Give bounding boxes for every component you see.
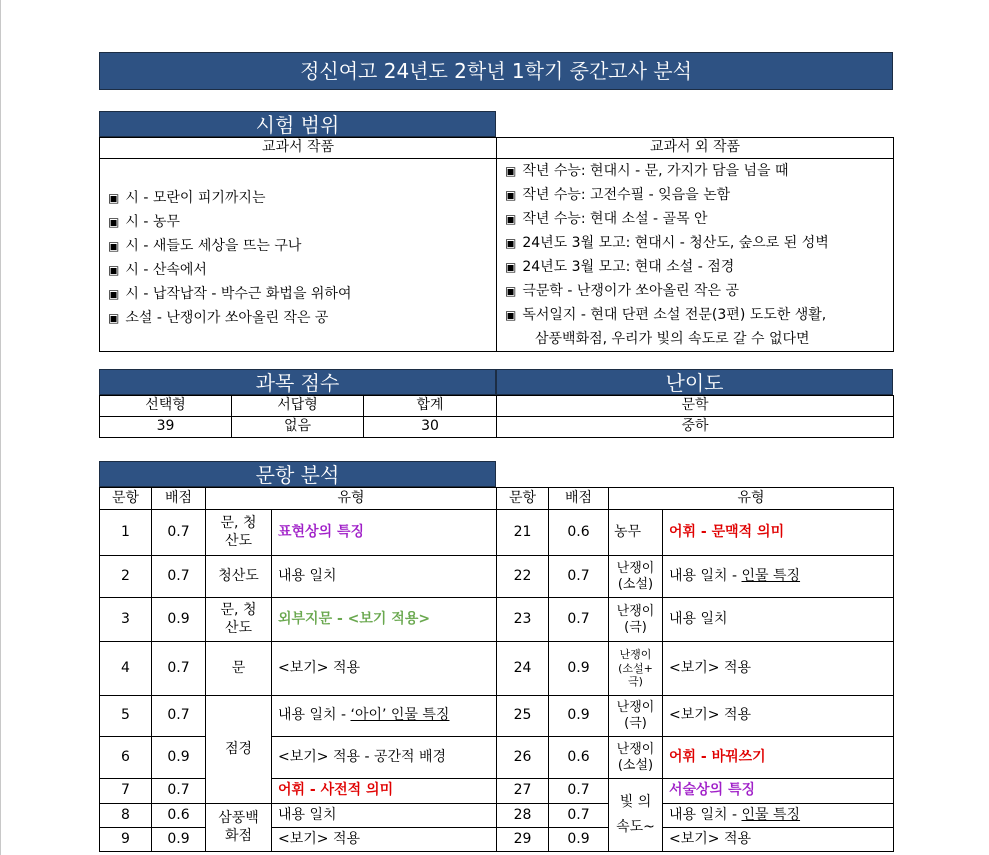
question-number: 23 <box>497 598 549 642</box>
question-points: 0.6 <box>549 737 609 779</box>
question-type: 어휘 - 바꿔쓰기 <box>669 748 766 765</box>
question-points: 0.7 <box>152 696 206 737</box>
exam-range-header: 시험 범위 <box>99 111 496 137</box>
question-number: 28 <box>497 804 549 828</box>
list-item: ▣ 시 - 농무 <box>108 214 180 230</box>
table-row <box>100 510 894 556</box>
score-table <box>99 395 894 438</box>
question-number: 6 <box>100 737 152 779</box>
question-number: 25 <box>497 696 549 737</box>
question-points: 0.7 <box>152 642 206 696</box>
question-number: 3 <box>100 598 152 642</box>
question-points: 0.9 <box>152 828 206 852</box>
list-item: ▣ 시 - 새들도 세상을 뜨는 구나 <box>108 238 302 254</box>
list-item: ▣ 24년도 3월 모고: 현대시 - 청산도, 숲으로 된 성벽 <box>505 235 829 251</box>
score-col-essay: 서답형 <box>232 396 364 417</box>
question-work: 농무 <box>609 510 663 556</box>
question-points: 0.9 <box>549 642 609 696</box>
question-work: 문 <box>206 642 272 696</box>
list-item: ▣ 24년도 3월 모고: 현대 소설 - 점경 <box>505 259 735 275</box>
question-work: 빛 의 속도~ <box>609 779 663 852</box>
question-work: 삼풍백화점 <box>206 804 272 852</box>
table-row <box>100 804 894 828</box>
analysis-table <box>99 487 894 852</box>
score-value-essay: 없음 <box>232 417 364 438</box>
list-item: ▣ 시 - 납작납작 - 박수근 화법을 위하여 <box>108 286 352 302</box>
list-item: ▣ 독서일지 - 현대 단편 소설 전문(3편) 도도한 생활, <box>505 307 827 323</box>
question-points: 0.7 <box>152 556 206 598</box>
question-type: 어휘 - 문맥적 의미 <box>669 523 785 540</box>
table-row <box>100 598 894 642</box>
difficulty-header: 난이도 <box>496 369 893 395</box>
question-type: 내용 일치 - 인물 특징 <box>663 804 894 828</box>
question-number: 2 <box>100 556 152 598</box>
question-points: 0.7 <box>152 510 206 556</box>
question-type: 내용 일치 <box>663 598 894 642</box>
score-header: 과목 점수 <box>99 369 496 395</box>
question-points: 0.7 <box>549 804 609 828</box>
question-work: 문, 청산도 <box>206 510 272 556</box>
list-item: ▣ 작년 수능: 현대시 - 문, 가지가 담을 넘을 때 <box>505 163 789 179</box>
list-item: ▣ 극문학 - 난쟁이가 쏘아올린 작은 공 <box>505 283 739 299</box>
question-number: 8 <box>100 804 152 828</box>
question-number: 1 <box>100 510 152 556</box>
page-edge <box>0 0 1 855</box>
col-header-no: 문항 <box>100 488 152 510</box>
col-header-type: 유형 <box>206 488 497 510</box>
question-points: 0.6 <box>152 804 206 828</box>
question-number: 7 <box>100 779 152 804</box>
question-points: 0.7 <box>549 598 609 642</box>
question-work: 난쟁이 (극) <box>609 696 663 737</box>
analysis-header: 문항 분석 <box>99 461 496 487</box>
table-row <box>100 556 894 598</box>
difficulty-level: 중하 <box>497 417 894 438</box>
question-points: 0.9 <box>152 598 206 642</box>
col-header-no: 문항 <box>497 488 549 510</box>
textbook-works-header: 교과서 작품 <box>100 138 497 159</box>
list-item: ▣ 시 - 산속에서 <box>108 262 207 278</box>
question-work: 청산도 <box>206 556 272 598</box>
question-number: 4 <box>100 642 152 696</box>
question-number: 5 <box>100 696 152 737</box>
question-points: 0.9 <box>549 696 609 737</box>
question-type: <보기> 적용 <box>272 642 497 696</box>
question-number: 26 <box>497 737 549 779</box>
question-number: 9 <box>100 828 152 852</box>
question-type: <보기> 적용 <box>663 828 894 852</box>
question-work: 난쟁이 (소설+ 극) <box>609 642 663 696</box>
question-type: 서술상의 특징 <box>669 782 756 799</box>
question-work: 문, 청산도 <box>206 598 272 642</box>
score-col-total: 합계 <box>364 396 497 417</box>
question-type: <보기> 적용 <box>272 828 497 852</box>
table-row <box>100 642 894 696</box>
page-title: 정신여고 24년도 2학년 1학기 중간고사 분석 <box>99 52 893 90</box>
question-work: 점경 <box>206 696 272 804</box>
other-works-list <box>497 159 894 352</box>
exam-range-table <box>99 137 894 352</box>
score-value-total: 30 <box>364 417 497 438</box>
question-type: <보기> 적용 <box>663 696 894 737</box>
score-value-multiple-choice: 39 <box>100 417 232 438</box>
question-points: 0.7 <box>549 779 609 804</box>
question-number: 29 <box>497 828 549 852</box>
question-work: 난쟁이 (소설) <box>609 737 663 779</box>
difficulty-subject: 문학 <box>497 396 894 417</box>
question-number: 27 <box>497 779 549 804</box>
question-number: 24 <box>497 642 549 696</box>
other-works-header: 교과서 외 작품 <box>497 138 894 159</box>
question-points: 0.6 <box>549 510 609 556</box>
question-type: <보기> 적용 - 공간적 배경 <box>272 737 497 779</box>
col-header-points: 배점 <box>152 488 206 510</box>
question-number: 21 <box>497 510 549 556</box>
list-item-continued: 삼풍백화점, 우리가 빛의 속도로 갈 수 없다면 <box>535 331 810 347</box>
textbook-works-list <box>100 159 497 352</box>
question-work: 난쟁이 (극) <box>609 598 663 642</box>
question-points: 0.9 <box>152 737 206 779</box>
question-type: 내용 일치 <box>272 804 497 828</box>
question-type: <보기> 적용 <box>663 642 894 696</box>
list-item: ▣ 작년 수능: 고전수필 - 잊음을 논함 <box>505 187 731 203</box>
list-item: ▣ 소설 - 난쟁이가 쏘아올린 작은 공 <box>108 310 329 326</box>
question-type: 어휘 - 사전적 의미 <box>278 782 394 799</box>
question-points: 0.9 <box>549 828 609 852</box>
question-type: 내용 일치 <box>272 556 497 598</box>
question-points: 0.7 <box>152 779 206 804</box>
col-header-points: 배점 <box>549 488 609 510</box>
question-type: 외부지문 - <보기 적용> <box>278 610 431 627</box>
score-col-multiple-choice: 선택형 <box>100 396 232 417</box>
question-type: 내용 일치 - 인물 특징 <box>663 556 894 598</box>
col-header-type: 유형 <box>609 488 894 510</box>
table-row <box>100 696 894 737</box>
question-number: 22 <box>497 556 549 598</box>
question-points: 0.7 <box>549 556 609 598</box>
question-type: 내용 일치 - ‘아이’ 인물 특징 <box>272 696 497 737</box>
list-item: ▣ 작년 수능: 현대 소설 - 골목 안 <box>505 211 708 227</box>
question-work: 난쟁이 (소설) <box>609 556 663 598</box>
list-item: ▣ 시 - 모란이 피기까지는 <box>108 190 266 206</box>
question-type: 표현상의 특징 <box>278 523 365 540</box>
